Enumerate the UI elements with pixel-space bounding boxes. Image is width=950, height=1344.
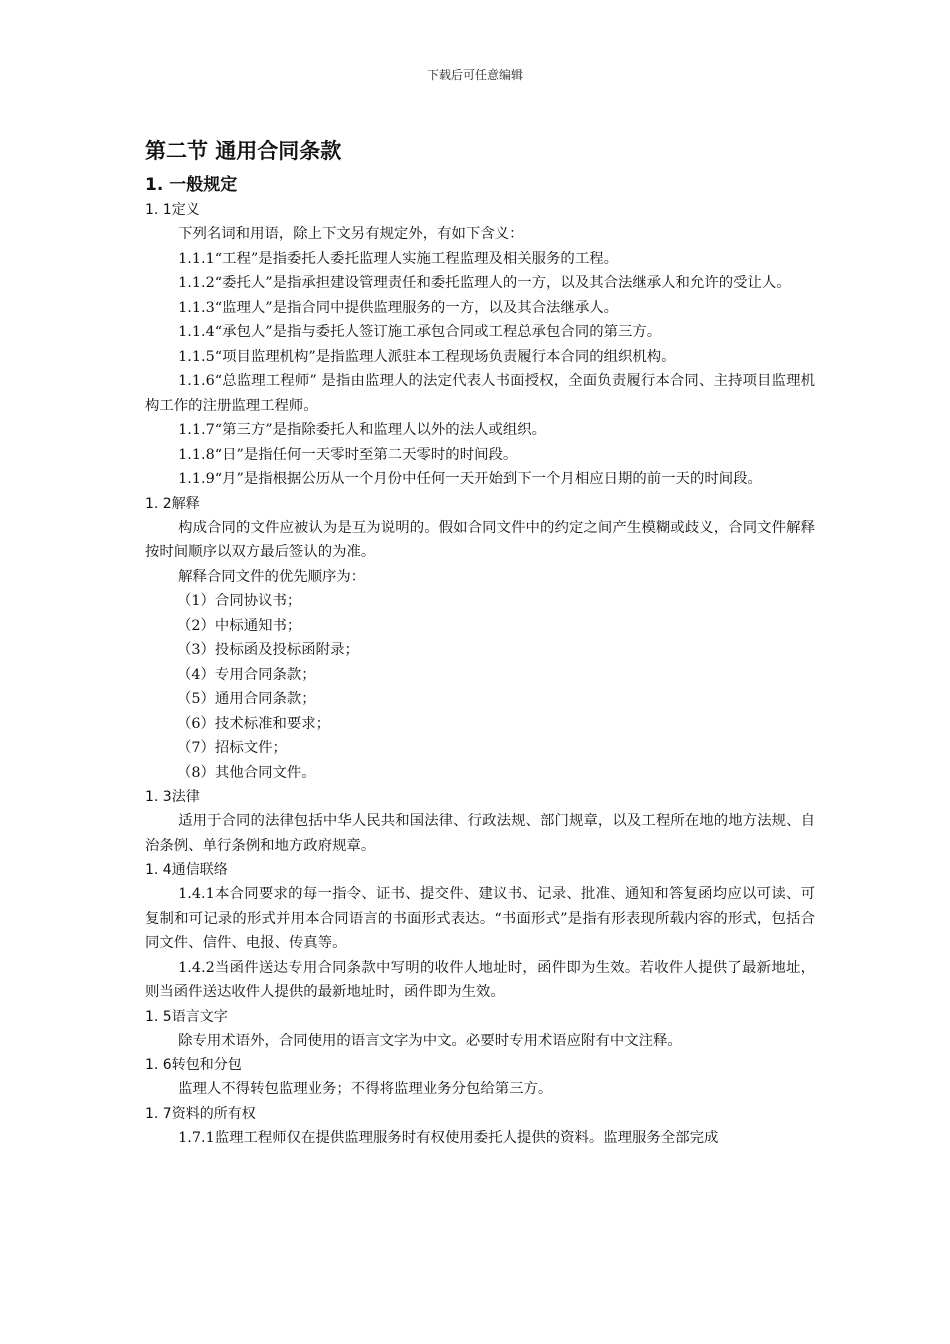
clause-heading: 1. 4通信联络 xyxy=(145,862,228,878)
paragraph: 1.1.9“月”是指根据公历从一个月份中任何一天开始到下一个月相应日期的前一天的时间段。 xyxy=(178,471,762,487)
paragraph: 1.1.6“总监理工程师” 是指由监理人的法定代表人书面授权，全面负责履行本合同、主持项目监理机构工作的注册监理工程师。 xyxy=(145,373,815,414)
section-title: 第二节 通用合同条款 xyxy=(145,139,342,163)
list-item: （5）通用合同条款； xyxy=(177,691,316,707)
paragraph: 1.1.2“委托人”是指承担建设管理责任和委托监理人的一方，以及其合法继承人和允许的受让人。 xyxy=(178,275,791,291)
page-header: 下载后可任意编辑 xyxy=(426,68,523,82)
list-item: （2）中标通知书； xyxy=(177,617,302,634)
paragraph: 除专用术语外，合同使用的语言文字为中文。必要时专用术语应附有中文注释。 xyxy=(178,1032,682,1049)
clause-heading: 1. 5语言文字 xyxy=(145,1008,228,1025)
document-body xyxy=(145,136,815,1150)
list-item: （1）合同协议书； xyxy=(177,593,302,609)
list-item: （6）技术标准和要求； xyxy=(177,715,331,732)
chapter-heading: 1. 一般规定 xyxy=(145,175,238,195)
paragraph: 1.4.2当函件送达专用合同条款中写明的收件人地址时，函件即为生效。若收件人提供了最新地址，则当函件送达收件人提供的最新地址时，函件即为生效。 xyxy=(145,959,815,1000)
list-item: （8）其他合同文件。 xyxy=(177,764,316,781)
paragraph: 1.1.7“第三方”是指除委托人和监理人以外的法人或组织。 xyxy=(178,422,547,438)
list-item: （3）投标函及投标函附录； xyxy=(177,642,359,658)
list-item: （4）专用合同条款； xyxy=(177,666,316,683)
paragraph: 1.7.1监理工程师仅在提供监理服务时有权使用委托人提供的资料。监理服务全部完成 xyxy=(178,1129,719,1146)
paragraph: 监理人不得转包监理业务；不得将监理业务分包给第三方。 xyxy=(178,1081,553,1097)
clause-heading: 1. 1定义 xyxy=(145,202,200,218)
paragraph: 适用于合同的法律包括中华人民共和国法律、行政法规、部门规章，以及工程所在地的地方法规、自治条例、单行条例和地方政府规章。 xyxy=(145,813,815,854)
list-item: （7）招标文件； xyxy=(177,740,287,756)
paragraph: 1.4.1本合同要求的每一指令、证书、提交件、建议书、记录、批准、通知和答复函均应以可读、可复制和可记录的形式并用本合同语言的书面形式表达。“书面形式”是指有形表现所载内容的形式，包括合同文件、信件、电报、传真等。 xyxy=(145,886,815,951)
paragraph: 1.1.5“项目监理机构”是指监理人派驻本工程现场负责履行本合同的组织机构。 xyxy=(178,348,676,365)
paragraph: 构成合同的文件应被认为是互为说明的。假如合同文件中的约定之间产生模糊或歧义，合同文件解释按时间顺序以双方最后签认的为准。 xyxy=(145,519,815,560)
clause-heading: 1. 7资料的所有权 xyxy=(145,1105,256,1122)
paragraph: 1.1.1“工程”是指委托人委托监理人实施工程监理及相关服务的工程。 xyxy=(178,250,618,267)
paragraph: 解释合同文件的优先顺序为： xyxy=(178,568,366,585)
paragraph: 1.1.8“日”是指任何一天零时至第二天零时的时间段。 xyxy=(178,446,518,463)
clause-heading: 1. 6转包和分包 xyxy=(145,1057,242,1073)
clause-heading: 1. 3法律 xyxy=(145,789,200,805)
paragraph: 1.1.4“承包人”是指与委托人签订施工承包合同或工程总承包合同的第三方。 xyxy=(178,324,662,340)
clause-heading: 1. 2解释 xyxy=(145,495,200,512)
paragraph: 1.1.3“监理人”是指合同中提供监理服务的一方，以及其合法继承人。 xyxy=(178,299,618,316)
paragraph: 下列名词和用语，除上下文另有规定外，有如下含义： xyxy=(178,226,524,242)
